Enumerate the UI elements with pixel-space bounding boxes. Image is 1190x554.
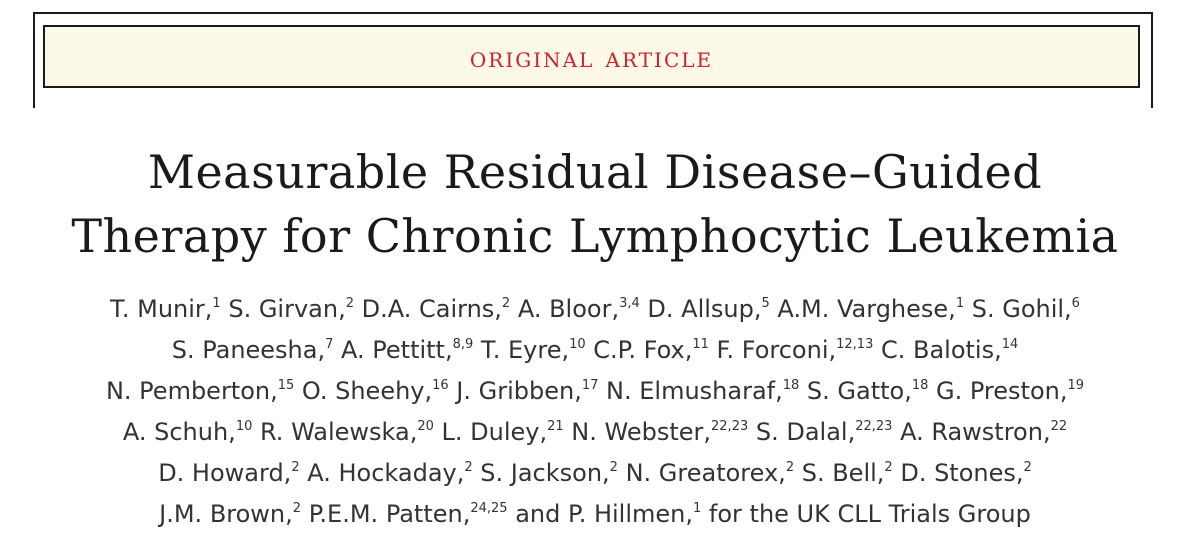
author-name: S. Girvan, — [220, 295, 346, 323]
author-name: A. Schuh, — [122, 418, 236, 446]
affiliation-marker: 18 — [782, 378, 800, 393]
author-line — [0, 371, 1190, 412]
author-name: S. Dalal, — [748, 418, 856, 446]
author-name: D.A. Cairns, — [354, 295, 502, 323]
affiliation-marker: 2 — [345, 296, 354, 311]
author-name: S. Gatto, — [799, 377, 912, 405]
author-line — [0, 453, 1190, 494]
author-name: G. Preston, — [928, 377, 1068, 405]
author-name: O. Sheehy, — [294, 377, 433, 405]
author-name: A. Pettitt, — [333, 336, 453, 364]
author-name: S. Paneesha, — [171, 336, 326, 364]
article-type-label: original article — [469, 39, 714, 74]
affiliation-marker: 3,4 — [619, 296, 640, 311]
affiliation-marker: 18 — [911, 378, 929, 393]
author-name: A. Hockaday, — [299, 459, 465, 487]
author-name: F. Forconi, — [708, 336, 837, 364]
affiliation-marker: 2 — [464, 460, 473, 475]
author-line — [0, 289, 1190, 330]
author-name: S. Gohil, — [964, 295, 1072, 323]
affiliation-marker: 2 — [884, 460, 893, 475]
affiliation-marker: 5 — [761, 296, 770, 311]
affiliation-marker: 16 — [432, 378, 449, 393]
affiliation-marker: 11 — [692, 337, 709, 352]
affiliation-marker: 22 — [1050, 419, 1068, 434]
author-line — [0, 412, 1190, 453]
author-name: J.M. Brown, — [159, 500, 293, 528]
affiliation-marker: 2 — [1023, 460, 1032, 475]
affiliation-marker: 2 — [501, 296, 511, 311]
title-line-1: Measurable Residual Disease–Guided — [147, 145, 1043, 199]
affiliation-marker: 7 — [325, 337, 334, 352]
affiliation-marker: 2 — [609, 460, 618, 475]
article-title — [0, 140, 1190, 268]
author-line — [0, 494, 1190, 535]
author-name: N. Elmusharaf, — [598, 377, 783, 405]
author-name: R. Walewska, — [252, 418, 418, 446]
affiliation-marker: 22,23 — [711, 419, 749, 434]
author-name: T. Munir, — [110, 295, 213, 323]
author-name: A. Bloor, — [510, 295, 620, 323]
affiliation-marker: 1 — [955, 296, 965, 311]
affiliation-marker: 2 — [291, 460, 300, 475]
author-name: D. Stones, — [892, 459, 1024, 487]
author-name: N. Pemberton, — [105, 377, 278, 405]
author-name: A.M. Varghese, — [769, 295, 956, 323]
author-name: C.P. Fox, — [585, 336, 693, 364]
author-name: P.E.M. Patten, — [301, 500, 471, 528]
author-name: C. Balotis, — [873, 336, 1002, 364]
author-name: T. Eyre, — [473, 336, 570, 364]
affiliation-marker: 24,25 — [470, 501, 508, 516]
article-type-banner — [43, 25, 1140, 88]
author-name: and P. Hillmen, — [507, 500, 693, 528]
affiliation-marker: 8,9 — [452, 337, 474, 352]
author-name: A. Rawstron, — [892, 418, 1051, 446]
affiliation-marker: 21 — [547, 419, 564, 434]
author-line — [0, 330, 1190, 371]
author-name: D. Allsup, — [639, 295, 762, 323]
affiliation-marker: 15 — [277, 378, 295, 393]
author-name: N. Webster, — [563, 418, 712, 446]
author-name: for the UK CLL Trials Group — [701, 500, 1031, 528]
affiliation-marker: 2 — [785, 460, 795, 475]
affiliation-marker: 10 — [235, 419, 253, 434]
affiliation-marker: 2 — [292, 501, 302, 516]
affiliation-marker: 22,23 — [855, 419, 893, 434]
title-line-2: Therapy for Chronic Lymphocytic Leukemia — [71, 209, 1119, 263]
affiliation-marker: 17 — [581, 378, 599, 393]
author-name: S. Jackson, — [472, 459, 610, 487]
affiliation-marker: 14 — [1001, 337, 1019, 352]
affiliation-marker: 1 — [693, 501, 702, 516]
affiliation-marker: 19 — [1067, 378, 1085, 393]
author-list — [0, 289, 1190, 535]
affiliation-marker: 1 — [212, 296, 221, 311]
author-name: J. Gribben, — [448, 377, 582, 405]
author-name: N. Greatorex, — [617, 459, 786, 487]
author-name: S. Bell, — [794, 459, 885, 487]
affiliation-marker: 6 — [1071, 296, 1080, 311]
author-name: D. Howard, — [158, 459, 292, 487]
affiliation-marker: 10 — [569, 337, 586, 352]
author-name: L. Duley, — [433, 418, 548, 446]
affiliation-marker: 20 — [417, 419, 434, 434]
affiliation-marker: 12,13 — [836, 337, 874, 352]
